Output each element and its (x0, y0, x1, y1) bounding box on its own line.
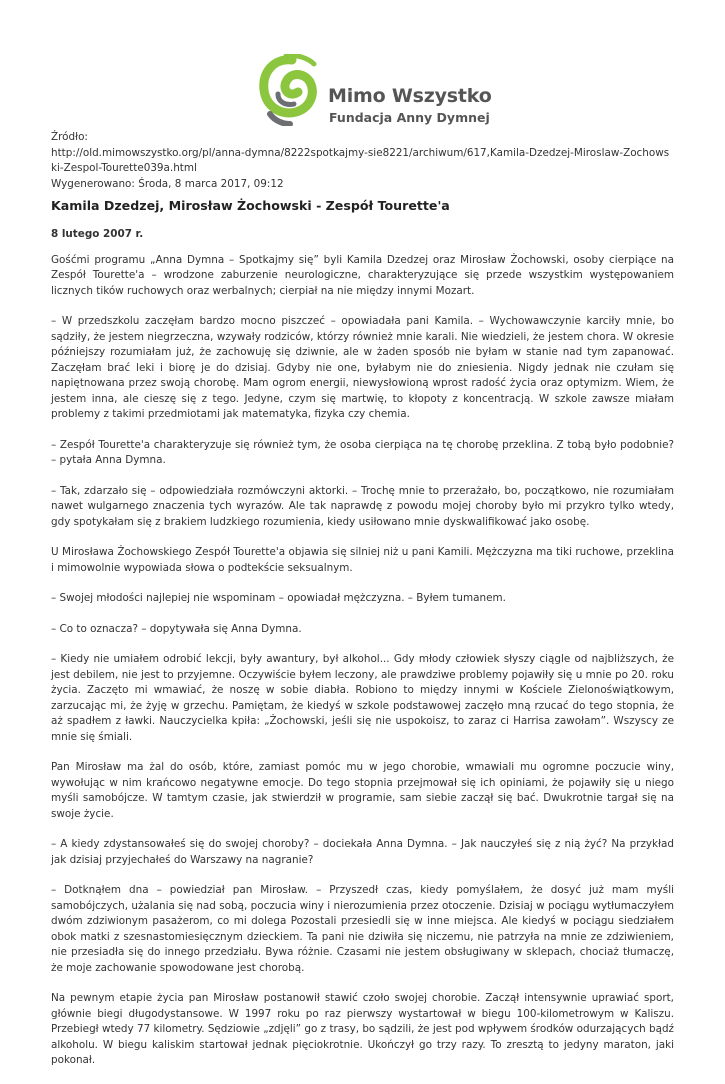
article-paragraph: – Zespół Tourette'a charakteryzuje się również tym, że osoba cierpiąca na tę chorobę przeklina. Z tobą było podobnie? – pytała Anna Dymna. (51, 438, 674, 466)
generated-timestamp: Wygenerowano: Środa, 8 marca 2017, 09:12 (51, 177, 284, 190)
article-date: 8 lutego 2007 r. (51, 228, 144, 240)
article-paragraph: – A kiedy zdystansowałeś się do swojej choroby? – dociekała Anna Dymna. – Jak nauczyłeś się z nią żyć? Na przykład jak dzisiaj przyjechałeś do Warszawy na nagranie? (51, 838, 674, 866)
document-body (51, 130, 674, 1084)
article-paragraph: – Tak, zdarzało się – odpowiedziała rozmówczyni aktorki. – Trochę mnie to przerażało, bo, początkowo, nie rozumiałam nawet wulgarnego znaczenia tych wyrazów. Ale tak naprawdę z powodu mojej choroby było mi przykro tylko wtedy, gdy spotykałam się z brakiem ludzkiego rozumienia, kiedy usiłowano mnie dyskwalifikować jako osobę. (51, 484, 674, 528)
source-label: Źródło: (51, 131, 88, 143)
article-paragraph: Gośćmi programu „Anna Dymna – Spotkajmy się” byli Kamila Dzedzej oraz Mirosław Żochowski, osoby cierpiące na Zespół Tourette'a – wrodzone zaburzenie neurologiczne, charakteryzujące się przede wszystkim występowaniem licznych tików ruchowych oraz werbalnych; cierpiał na nie między innymi Mozart. (51, 253, 674, 297)
source-meta (51, 130, 674, 192)
article-paragraph: – Swojej młodości najlepiej nie wspominam – opowiadał mężczyzna. – Byłem tumanem. (51, 592, 506, 604)
source-url[interactable]: http://old.mimowszystko.org/pl/anna-dymna/8222spotkajmy-sie8221/archiwum/617,Kamila-Dzedzej-Miroslaw-Zochowski-Zespol-Tourette039a.html (51, 146, 670, 174)
article-text (51, 253, 674, 1069)
article-paragraph: – Co to oznacza? – dopytywała się Anna Dymna. (51, 622, 302, 635)
article-paragraph: U Mirosława Żochowskiego Zespół Tourette'a objawia się silniej niż u pani Kamili. Mężczyzna ma tiki ruchowe, przeklina i mimowolnie wypowiada słowa o podtekście seksualnym. (51, 546, 674, 574)
logo-title: Mimo Wszystko (328, 85, 492, 107)
article-paragraph: Pan Mirosław ma żal do osób, które, zamiast pomóc mu w jego chorobie, wmawiali mu ogromne poczucie winy, wywołując w nim krańcowo negatywne emocje. Do tego stopnia przejmował się ich opiniami, że pojawiły się u niego myśli samobójcze. W tamtym czasie, jak stwierdził w programie, sam siebie zaczął się bać. Dwukrotnie targał się na swoje życie. (51, 761, 674, 820)
foundation-logo (256, 54, 492, 130)
article-paragraph: – Dotknąłem dna – powiedział pan Mirosław. – Przyszedł czas, kiedy pomyślałem, że dosyć już mam myśli samobójczych, użalania się nad sobą, poczucia winy i nierozumienia przez otoczenie. Dzisiaj w pociągu wytłumaczyłem dwóm zdziwionym pasażerom, co mi dolega Pozostali przesiedli się w inne miejsca. Ale kiedyś w pociągu siedziałem obok matki z szesnastomiesięcznym dzieckiem. Ta pani nie dziwiła się niczemu, nie patrzyła na mnie ze zdziwieniem, nie przesiadła się do innego przedziału. Bywa różnie. Czasami nie jestem obsługiwany w sklepach, chociaż tłumaczę, że moje zachowanie spowodowane jest chorobą. (51, 884, 674, 974)
article-title: Kamila Dzedzej, Mirosław Żochowski - Zespół Tourette'a (51, 198, 450, 213)
spiral-logo-icon (256, 54, 324, 126)
article-paragraph: – W przedszkolu zaczęłam bardzo mocno piszczeć – opowiadała pani Kamila. – Wychowawczynie karciły mnie, bo sądziły, że jestem niegrzeczna, wzywały rodziców, którzy również mnie karali. Nie wiedzieli, że jestem chora. W okresie późniejszy rozumiałam już, że zachowuję się dziwnie, ale w żaden sposób nie byłam w stanie nad tym zapanować. Zaczęłam brać leki i biorę je do dzisiaj. Gdyby nie one, byłabym nie do zniesienia. Nigdy jednak nie czułam się napiętnowana przez swoją chorobę. Mam ogrom energii, niewysłowioną wprost radość życia oraz optymizm. Wiem, że jestem inna, ale cieszę się z tego. Jedyne, czym się martwię, to kłopoty z koncentracją. W szkole zawsze miałam problemy z takimi przedmiotami jak matematyka, fizyka czy chemia. (51, 315, 674, 420)
logo-subtitle: Fundacja Anny Dymnej (329, 110, 490, 125)
article-paragraph: Na pewnym etapie życia pan Mirosław postanowił stawić czoło swojej chorobie. Zaczął intensywnie uprawiać sport, głównie biegi długodystansowe. W 1997 roku po raz pierwszy wystartował w biegu 100-kilometrowym w Kaliszu. Przebiegł wtedy 77 kilometry. Sędziowie „zdjęli” go z trasy, bo sądzili, że jest pod wpływem środków odurzających bądź alkoholu. W biegu kaliskim startował jednak pięciokrotnie. Ukończył go trzy razy. To zresztą to jedyny maraton, jaki pokonał. (51, 992, 674, 1066)
article-paragraph: – Kiedy nie umiałem odrobić lekcji, były awantury, był alkohol... Gdy młody człowiek słyszy ciągle od najbliższych, że jest debilem, nie jest to przyjemne. Oczywiście byłem leczony, ale prawdziwe problemy pojawiły się u mnie po 20. roku życia. Zaczęto mi wmawiać, że noszę w sobie diabła. Robiono to między innymi w Kościele Zielonoświątkowym, zarzucając mi, że żyję w grzechu. Pamiętam, że kiedyś w szkole podstawowej zaczęło mną rzucać do tego stopnia, że aż spadłem z ławki. Nauczycielka kpiła: „Żochowski, jeśli się nie uspokoisz, to zaraz ci Harrisa zawołam”. Wszyscy ze mnie się śmiali. (51, 653, 674, 743)
